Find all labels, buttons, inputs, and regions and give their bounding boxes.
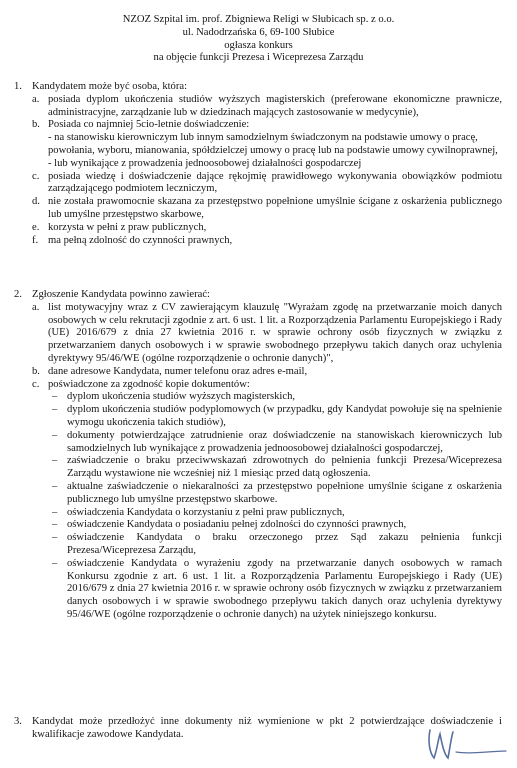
document-text: oświadczenie Kandydata o posiadaniu pełnej zdolności do czynności prawnych,: [67, 519, 407, 531]
item-text: posiada dyplom ukończenia studiów wyższych magisterskich (preferowane ekonomiczne prawnicze, administracyjne, zarządzanie lub w dziedzinach mających zastosowanie w medycynie),: [48, 93, 502, 118]
document-list-item: [48, 404, 502, 430]
item-subtext: - na stanowisku kierowniczym lub innym samodzielnym świadczonym na podstawie umowy o pracę, powołania, wyboru, mianowania, spółdzielczej umowy o pracę lub na podstawie umowy cywilnoprawnej,: [48, 132, 498, 156]
item-letter: c.: [32, 378, 40, 390]
document-list-item: [48, 430, 502, 456]
item-letter: d.: [32, 196, 40, 208]
section-3-text: Kandydat może przedłożyć inne dokumenty niż wymienione w pkt 2 potwierdzające doświadczenie i kwalifikacje zawodowe Kandydata.: [32, 716, 502, 740]
item-text: poświadczone za zgodność kopie dokumentów:: [48, 378, 250, 390]
item-letter: b.: [32, 365, 40, 377]
dash-marker: –: [52, 519, 58, 531]
item-text: korzysta w pełni z praw publicznych,: [48, 221, 207, 233]
list-item: [32, 119, 502, 170]
document-text: oświadczenia Kandydata o korzystaniu z pełni praw publicznych,: [67, 506, 345, 518]
document-list-item: [48, 391, 502, 404]
document-text: dyplom ukończenia studiów podyplomowych (w przypadku, gdy Kandydat powołuje się na spełnienie wymogu ukończenia takich studiów),: [67, 404, 502, 428]
document-list-item: [48, 481, 502, 507]
list-item: [32, 235, 502, 248]
dash-marker: –: [52, 429, 58, 441]
header-line-2: ul. Nadodrzańska 6, 69-100 Słubice: [182, 26, 335, 38]
signature-icon: [420, 722, 510, 766]
item-letter: b.: [32, 119, 40, 131]
item-text: list motywacyjny wraz z CV zawierającym klauzulę "Wyrażam zgodę na przetwarzanie moich danych osobowych w celu rekrutacji zgodnie z art. 6 ust. 1 lit. a Rozporządzenia Parlamentu Europejskiego i Rady (UE) 2016/679 z dnia 27 kwietnia 2016 r. w sprawie ochrony osób fizycznych w związku z przetwarzaniem danych osobowych i w sprawie swobodnego przepływu takich danych oraz uchylenia dyrektywy 95/46/WE (ogólne rozporządzenie o ochronie danych)",: [48, 301, 502, 364]
section-2-number: 2.: [14, 289, 22, 300]
item-letter: e.: [32, 221, 40, 233]
list-item: [32, 366, 502, 379]
section-3-number: 3.: [14, 716, 22, 727]
item-letter: f.: [32, 234, 39, 246]
list-item: [32, 379, 502, 622]
document-header: [0, 14, 517, 65]
dash-marker: –: [52, 480, 58, 492]
item-text: nie została prawomocnie skazana za przestępstwo popełnione umyślnie ścigane z oskarżenia publicznego lub umyślne przestępstwo skarbowe,: [48, 196, 502, 220]
item-text: dane adresowe Kandydata, numer telefonu oraz adres e-mail,: [48, 365, 308, 377]
list-item: [32, 302, 502, 366]
document-text: aktualne zaświadczenie o niekaralności za przestępstwo popełnione umyślnie ścigane z oskarżenia publicznego lub umyślne przestępstwo skarbowe.: [67, 480, 502, 505]
item-letter: a.: [32, 301, 40, 313]
dash-marker: –: [52, 506, 58, 518]
dash-marker: –: [52, 404, 58, 416]
document-text: dyplom ukończenia studiów wyższych magisterskich,: [67, 391, 296, 403]
list-item: [32, 222, 502, 235]
section-1-number: 1.: [14, 81, 22, 92]
document-list-item: [48, 507, 502, 520]
document-text: oświadczenie Kandydata o wyrażeniu zgody na przetwarzanie danych osobowych w ramach Konkursu zgodnie z art. 6 ust. 1 lit. a Rozporządzenia Parlamentu Europejskiego i Rady (UE) 2016/679 z dnia 27 kwietnia 2016 r. w sprawie ochrony osób fizycznych w związku z przetwarzaniem danych osobowych i w sprawie swobodnego przepływu takich danych oraz uchylenia dyrektywy 95/46/WE (ogólne rozporządzenie o ochronie danych) na użytek niniejszego konkursu.: [67, 557, 502, 620]
dash-marker: –: [52, 391, 58, 403]
item-text: posiada wiedzę i doświadczenie dające rękojmię prawidłowego wykonywania obowiązków podmiotu zarządzającego podmiotem leczniczym,: [48, 170, 502, 195]
section-1: [14, 81, 502, 247]
document-list-item: [48, 455, 502, 481]
dash-marker: –: [52, 455, 58, 467]
list-item: [32, 171, 502, 197]
dash-marker: –: [52, 532, 58, 544]
document-list-item: [48, 558, 502, 622]
section-1-heading: Kandydatem może być osoba, która:: [32, 81, 188, 92]
document-list-item: [48, 532, 502, 558]
item-letter: c.: [32, 170, 40, 182]
header-line-4: na objęcie funkcji Prezesa i Wiceprezesa Zarządu: [153, 52, 364, 64]
section-2: [14, 289, 502, 622]
item-subtext: - lub wynikające z prowadzenia jednoosobowej działalności gospodarczej: [48, 157, 362, 169]
document-text: zaświadczenie o braku przeciwwskazań zdrowotnych do pełnienia funkcji Prezesa/Wiceprezesa Zarządu wystawione nie wcześniej niż 1 miesiąc przed datą ogłoszenia.: [67, 455, 502, 480]
dash-marker: –: [52, 557, 58, 569]
item-text: ma pełną zdolność do czynności prawnych,: [48, 234, 233, 246]
header-line-1: NZOZ Szpital im. prof. Zbigniewa Religi w Słubicach sp. z o.o.: [122, 14, 395, 25]
list-item: [32, 94, 502, 120]
document-text: dokumenty potwierdzające zatrudnienie oraz doświadczenie na stanowiskach kierowniczych lub samodzielnych lub wynikające z prowadzenia jednoosobowej działalności gospodarczej,: [67, 429, 502, 454]
header-line-3: ogłasza konkurs: [224, 39, 293, 51]
item-letter: a.: [32, 93, 40, 105]
document-text: oświadczenie Kandydata o braku orzeczonego przez Sąd zakazu pełnienia funkcji Prezesa/Wiceprezesa Zarządu,: [67, 532, 502, 556]
document-list-item: [48, 519, 502, 532]
list-item: [32, 196, 502, 222]
section-2-heading: Zgłoszenie Kandydata powinno zawierać:: [32, 289, 210, 300]
item-text: Posiada co najmniej 5cio-letnie doświadczenie:: [48, 119, 250, 131]
